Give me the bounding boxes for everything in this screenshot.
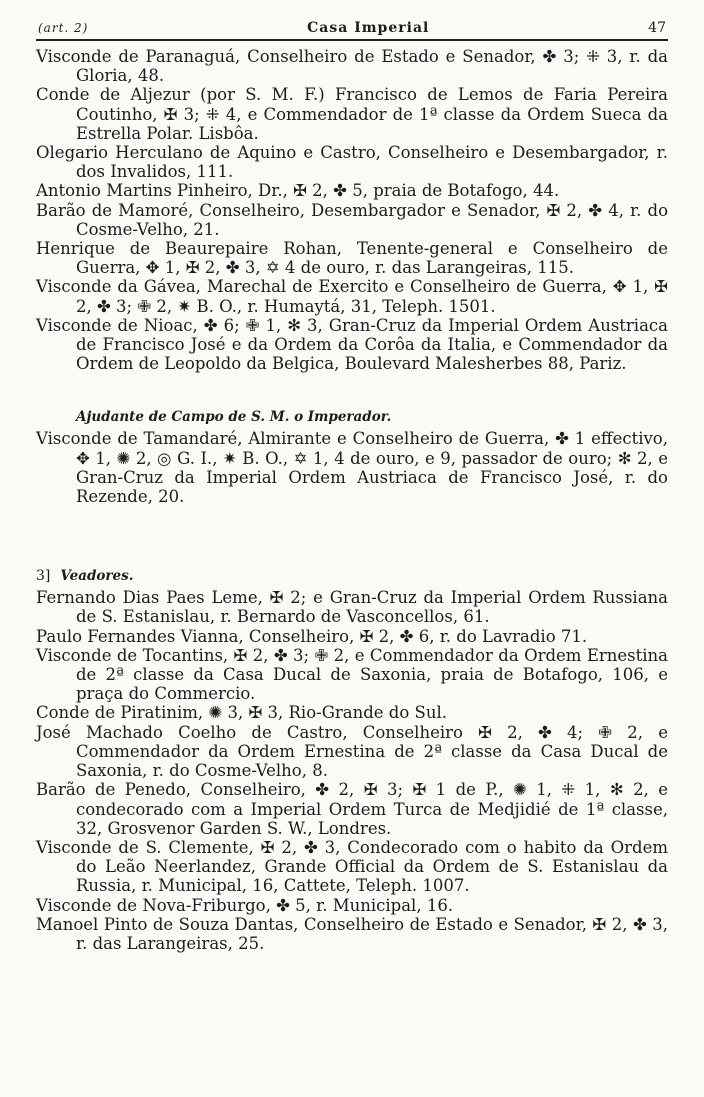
- entry: Visconde da Gávea, Marechal de Exercito e Conselheiro de Guerra, ✥ 1, ✠ 2, ✤ 3; ✙ 2, ✷ B. O., r. Humaytá, 31, Teleph. 1501.: [36, 277, 668, 316]
- running-title: Casa Imperial: [307, 20, 430, 36]
- entry: Visconde de Tocantins, ✠ 2, ✤ 3; ✙ 2, e Commendador da Ordem Ernestina de 2ª classe da Casa Ducal de Saxonia, praia de Botafogo, 106, e praça do Commercio.: [36, 645, 668, 704]
- entries-block-2: [36, 429, 668, 506]
- entries-block-3: [36, 588, 668, 953]
- entry: Manoel Pinto de Souza Dantas, Conselheiro de Estado e Senador, ✠ 2, ✤ 3, r. das Larangeiras, 25.: [36, 914, 668, 953]
- entry: Antonio Martins Pinheiro, Dr., ✠ 2, ✤ 5, praia de Botafogo, 44.: [36, 181, 560, 201]
- section-number: 3]: [36, 568, 51, 585]
- section-heading-ajudante: Ajudante de Campo de S. M. o Imperador.: [76, 409, 392, 426]
- entry: Visconde de S. Clemente, ✠ 2, ✤ 3, Condecorado com o habito da Ordem do Leão Neerlandez, Grande Official da Ordem de S. Estanislau da Russia, r. Municipal, 16, Cattete, Teleph. 1007.: [36, 837, 668, 896]
- entry: José Machado Coelho de Castro, Conselheiro ✠ 2, ✤ 4; ✙ 2, e Commendador da Ordem Ernestina de 2ª classe da Casa Ducal de Saxonia, r. do Cosme-Velho, 8.: [36, 722, 668, 781]
- entry: Fernando Dias Paes Leme, ✠ 2; e Gran-Cruz da Imperial Ordem Russiana de S. Estanislau, r. Bernardo de Vasconcellos, 61.: [36, 588, 668, 627]
- entry: Henrique de Beaurepaire Rohan, Tenente-general e Conselheiro de Guerra, ✥ 1, ✠ 2, ✤ 3, ✡ 4 de ouro, r. das Larangeiras, 115.: [36, 239, 668, 278]
- page-number: 47: [648, 20, 666, 36]
- entry: Olegario Herculano de Aquino e Castro, Conselheiro e Desembargador, r. dos Invalidos, 111.: [36, 143, 668, 182]
- section-heading-text: Veadores.: [60, 568, 134, 585]
- entry: Barão de Mamoré, Conselheiro, Desembargador e Senador, ✠ 2, ✤ 4, r. do Cosme-Velho, 21.: [36, 200, 668, 239]
- entry: Visconde de Nioac, ✤ 6; ✙ 1, ✻ 3, Gran-Cruz da Imperial Ordem Austriaca de Francisco José e da Ordem da Corôa da Italia, e Commendador da Ordem de Leopoldo da Belgica, Boulevard Malesherbes 88, Pariz.: [36, 315, 668, 374]
- entry: Visconde de Tamandaré, Almirante e Conselheiro de Guerra, ✤ 1 effectivo, ✥ 1, ✺ 2, ◎ G. I., ✷ B. O., ✡ 1, 4 de ouro, e 9, passador de ouro; ✻ 2, e Gran-Cruz da Imperial Ordem Austriaca de Francisco José, r. do Rezende, 20.: [36, 429, 668, 507]
- article-reference: (art. 2): [38, 21, 89, 35]
- entry: Barão de Penedo, Conselheiro, ✤ 2, ✠ 3; ✠ 1 de P., ✺ 1, ⁜ 1, ✻ 2, e condecorado com a Imperial Ordem Turca de Medjidié de 1ª classe, 32, Grosvenor Garden S. W., Londres.: [36, 780, 668, 838]
- entry: Conde de Piratinim, ✺ 3, ✠ 3, Rio-Grande do Sul.: [36, 703, 448, 723]
- entry: Paulo Fernandes Vianna, Conselheiro, ✠ 2, ✤ 6, r. do Lavradio 71.: [36, 626, 588, 646]
- entry: Visconde de Nova-Friburgo, ✤ 5, r. Municipal, 16.: [36, 895, 454, 915]
- section-heading-veadores: [36, 568, 668, 584]
- page-header: [36, 20, 668, 41]
- entry: Conde de Aljezur (por S. M. F.) Francisco de Lemos de Faria Pereira Coutinho, ✠ 3; ⁜ 4, e Commendador de 1ª classe da Ordem Sueca da Estrella Polar. Lisbôa.: [36, 85, 668, 143]
- entry: Visconde de Paranaguá, Conselheiro de Estado e Senador, ✤ 3; ⁜ 3, r. da Gloria, 48.: [36, 47, 668, 86]
- entries-block-1: [36, 47, 668, 373]
